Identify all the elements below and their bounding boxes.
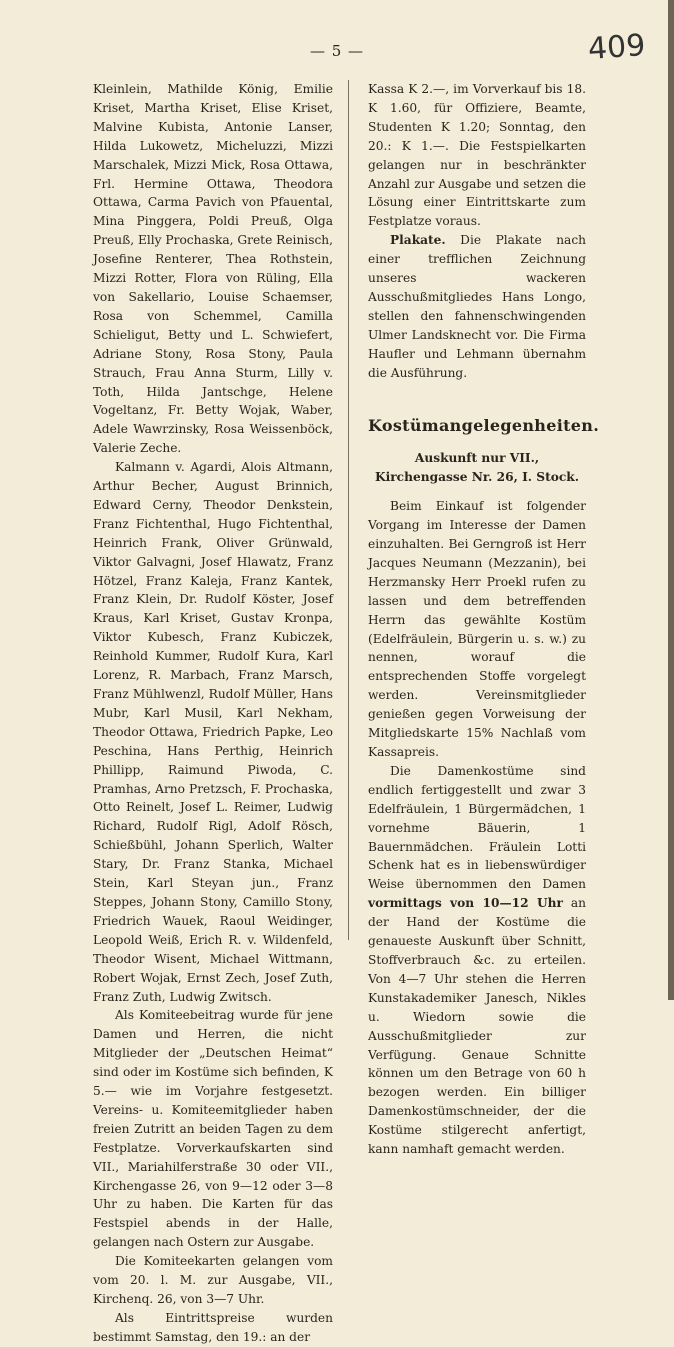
- committee-fee-paragraph: Als Komiteebeitrag wurde für jene Damen und Herren, die nicht Mitglieder der „Deutschen Heimat“ sind oder im Kostüme sich befinden, K 5.— wie im Vorjahre festgesetzt. Vereins- u. Komiteemitglieder haben freien Zutritt an beiden Tagen zu dem Festplatze. Vorverkaufskarten sind VII., Mariahilferstraße 30 oder VII., Kirchengasse 26, von 9—12 oder 3—8 Uhr zu haben. Die Karten für das Festspiel abends in der Halle, gelangen nach Ostern zur Ausgabe.: [93, 1008, 333, 1250]
- gentlemen-list: Kalmann v. Agardi, Alois Altmann, Arthur Becher, August Brinnich, Edward Cerny, Theodor Denkstein, Franz Fichtenthal, Hugo Fichtenthal, Heinrich Frank, Oliver Grünwald, Viktor Galvagni, Josef Hlawatz, Franz Hötzel, Franz Kaleja, Franz Kantek, Franz Klein, Dr. Rudolf Köster, Josef Kraus, Karl Kriset, Gustav Kronpa, Viktor Kubesch, Franz Kubiczek, Reinhold Kummer, Rudolf Kura, Karl Lorenz, R. Marbach, Franz Marsch, Franz Mühlwenzl, Rudolf Müller, Hans Mubr, Karl Musil, Karl Nekham, Theodor Ottawa, Friedrich Papke, Leo Peschina, Hans Perthig, Heinrich Phillipp, Raimund Piwoda, C. Pramhas, Arno Pretzsch, F. Prochaska, Otto Reinelt, Josef L. Reimer, Ludwig Richard, Rudolf Rigl, Adolf Rösch, Schießbühl, Johann Sperlich, Walter Stary, Dr. Franz Stanka, Michael Stein, Karl Steyan jun., Franz Steppes, Johann Stony, Camillo Stony, Friedrich Wauek, Raoul Weidinger, Leopold Weiß, Erich R. v. Wildenfeld, Theodor Wisent, Michael Wittmann, Robert Wojak, Ernst Zech, Josef Zuth, Franz Zuth, Ludwig Zwitsch.: [93, 460, 333, 1004]
- column-divider: [348, 80, 349, 940]
- left-column: [93, 80, 333, 1347]
- purchase-procedure-paragraph: Beim Einkauf ist folgender Vorgang im Interesse der Damen einzuhalten. Bei Gerngroß ist Herr Jacques Neumann (Mezzanin), bei Herzmansky Herr Proekl rufen zu lassen und dem betreffenden Herrn das gewählte Kostüm (Edelfräulein, Bürgerin u. s. w.) zu nennen, worauf die entsprechenden Stoffe vorgelegt werden. Vereinsmitglieder genießen gegen Vorweisung der Mitgliedskarte 15% Nachlaß vom Kassapreis.: [368, 499, 586, 759]
- archive-mark: 409: [586, 28, 647, 67]
- posters-paragraph: [368, 231, 586, 382]
- committee-cards-paragraph: Die Komiteekarten gelangen vom vom 20. l. M. zur Ausgabe, VII., Kirchenq. 26, von 3—7 Uhr.: [93, 1254, 333, 1306]
- admission-prices-paragraph: Als Eintrittspreise wurden bestimmt Samstag, den 19.: an der: [93, 1310, 333, 1344]
- posters-text: Die Plakate nach einer trefflichen Zeichnung unseres wackeren Ausschußmitgliedes Hans Longo, stellen den fahnenschwingenden Ulmer Landsknecht vor. Die Firma Haufler und Lehmann übernahm die Ausführung.: [368, 233, 586, 380]
- right-column: [368, 80, 600, 1159]
- page-edge: [668, 0, 674, 1000]
- ladies-list: Kleinlein, Mathilde König, Emilie Kriset, Martha Kriset, Elise Kriset, Malvine Kubista, Antonie Lanser, Hilda Lukowetz, Micheluzzi, Mizzi Marschalek, Mizzi Mick, Rosa Ottawa, Frl. Hermine Ottawa, Theodora Ottawa, Carma Pavich von Pfauental, Mina Pinggera, Poldi Preuß, Olga Preuß, Elly Prochaska, Grete Reinisch, Josefine Renterer, Thea Rothstein, Mizzi Rotter, Flora von Rüling, Ella von Sakellario, Louise Schaemser, Rosa von Schemmel, Camilla Schieligut, Betty und L. Schwiefert, Adriane Stony, Rosa Stony, Paula Strauch, Frau Anna Sturm, Lilly v. Toth, Hilda Jantschge, Helene Vogeltanz, Fr. Betty Wojak, Waber, Adele Wawrzinsky, Rosa Weissenböck, Valerie Zeche.: [93, 82, 333, 456]
- page-number: — 5 —: [309, 42, 365, 60]
- section-heading: Kostümangelegenheiten.: [368, 415, 600, 435]
- costumes-hours: vormittags von 10—12 Uhr: [368, 896, 563, 911]
- costumes-text-a: Die Damenkostüme sind endlich fertiggestellt und zwar 3 Edelfräulein, 1 Bürgermädchen, 1 vornehme Bäuerin, 1 Bauernmädchen. Fräulein Lotti Schenk hat es in liebenswürdiger Weise übernommen den Damen: [368, 763, 586, 892]
- section-subheading: Auskunft nur VII., Kirchengasse Nr. 26, I. Stock.: [375, 451, 579, 485]
- costumes-paragraph: [368, 762, 586, 1159]
- posters-lead: Plakate.: [390, 233, 446, 248]
- prices-continued-paragraph: Kassa K 2.—, im Vorverkauf bis 18. K 1.60, für Offiziere, Beamte, Studenten K 1.20; Sonntag, den 20.: K 1.—. Die Festspielkarten gelangen nur in beschränkter Anzahl zur Ausgabe und setzen die Lösung einer Eintrittskarte zum Festplatze voraus.: [368, 82, 586, 229]
- costumes-text-b: an der Hand der Kostüme die genaueste Auskunft über Schnitt, Stoffverbrauch &c. zu erteilen. Von 4—7 Uhr stehen die Herren Kunstakademiker Janesch, Nikles u. Wiedorn sowie die Ausschußmitglieder zur Verfügung. Genaue Schnitte können um den Betrage von 60 h bezogen werden. Ein billiger Damenkostümschneider, der die Kostüme stilgerecht anfertigt, kann namhaft gemacht werden.: [368, 896, 587, 1157]
